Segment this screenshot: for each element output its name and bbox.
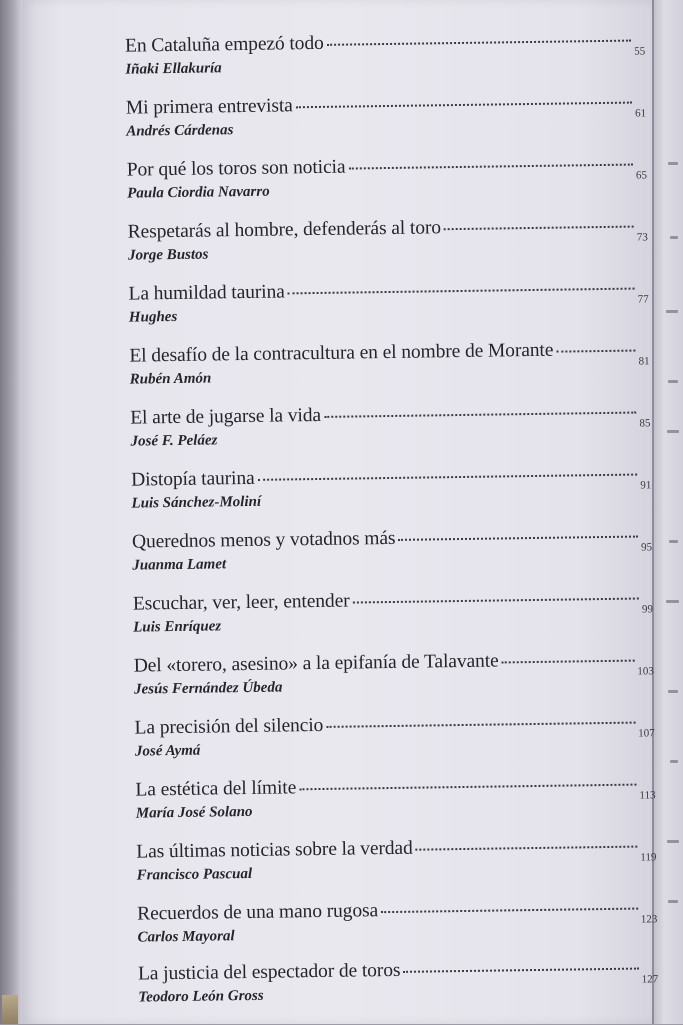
toc-page-number: 95 [641,541,653,554]
dot-leader [348,164,632,170]
toc-entry [126,90,647,153]
toc-entry [134,648,655,711]
toc-page-number: 55 [634,45,646,58]
toc-title-row [129,338,649,367]
toc-page-number: 61 [634,107,647,120]
toc-entry-author: Andrés Cárdenas [126,122,234,140]
toc-entry-title: La justicia del espectador de toros [137,959,401,985]
toc-title-row [138,956,658,985]
toc-entry [128,276,649,339]
toc-page-number: 99 [641,603,654,616]
toc-entry [133,586,654,649]
toc-page-number: 113 [639,789,656,802]
toc-entry-author: Juanma Lamet [132,556,227,574]
toc-entry-author: José F. Peláez [130,432,218,450]
toc-title-row [130,400,650,429]
toc-title-row [132,524,652,553]
toc-page-number: 119 [640,851,657,864]
toc-entry-title: El arte de jugarse la vida [130,404,322,429]
toc-entry-title: Del «torero, asesino» a la epifanía de Talavante [133,650,499,677]
dot-leader [258,474,637,481]
toc-entry-title: Querednos menos y votadnos más [131,527,396,553]
toc-entry-title: Escuchar, ver, leer, entender [132,590,350,615]
toc-page-number: 77 [637,293,649,306]
toc-title-row [131,462,651,491]
toc-title-row [135,772,655,801]
toc-entry-title: La estética del límite [135,777,297,801]
toc-entry-author: Jesús Fernández Úbeda [133,679,283,698]
dot-leader [381,908,638,914]
toc-entry-title: Por qué los toros son noticia [126,156,346,181]
toc-entry-author: Luis Sánchez-Moliní [131,493,262,512]
toc-entry-author: Iñaki Ellakuría [125,60,222,78]
toc-entry [130,400,651,463]
toc-entry [129,338,650,401]
toc-title-row [133,586,653,615]
toc-entry [136,834,657,897]
toc-title-row [134,648,654,677]
toc-page-number: 127 [641,973,659,986]
toc-entry-author: Carlos Mayoral [137,928,235,946]
toc-entry [134,710,655,773]
dot-leader [326,722,635,728]
toc-entry-title: En Cataluña empezó todo [124,32,324,57]
toc-entry [128,214,649,277]
toc-entry [135,772,656,835]
toc-entry-title: El desafío de la contracultura en el nombre de Morante [129,339,554,367]
toc-entry [137,896,658,959]
toc-entry [127,152,648,215]
dot-leader [353,598,639,604]
toc-title-row [127,152,647,181]
toc-page-number: 65 [635,169,648,182]
toc-entry-title: Recuerdos de una mano rugosa [137,900,379,925]
dot-leader [299,784,636,791]
toc-title-row [134,710,654,739]
toc-entry-author: José Aymá [134,742,201,760]
toc-entry [132,524,653,587]
dot-leader [502,660,635,664]
toc-title-row [136,834,656,863]
toc-entry-title: Distopía taurina [131,467,255,491]
toc-page-number: 85 [639,417,651,430]
toc-page-number: 81 [638,355,650,368]
toc-page-number: 107 [638,727,655,740]
toc-page-number: 91 [640,479,652,492]
toc-entry [125,28,646,91]
toc-entry [138,956,659,1019]
dot-leader [324,412,636,418]
toc-entry-author: Rubén Amón [129,370,212,388]
toc-entry-author: Luis Enríquez [133,618,222,636]
dot-leader [288,288,635,295]
toc-entry-author: María José Solano [135,803,253,822]
toc-title-row [126,90,646,119]
toc-entry-author: Paula Ciordia Navarro [127,183,270,202]
dot-leader [403,968,638,973]
dot-leader [398,536,638,541]
toc-page-number: 103 [637,665,654,678]
toc-title-row [128,214,648,243]
toc-entry-title: Respetarás al hombre, defenderás al toro [127,217,442,243]
toc-title-row [137,896,657,925]
toc-title-row [125,28,645,57]
toc-entry-title: Mi primera entrevista [125,95,293,119]
dot-leader [296,102,632,109]
toc-entry [131,462,652,525]
toc-entry-author: Teodoro León Gross [138,987,264,1006]
dot-leader [444,226,634,231]
toc-entry-author: Francisco Pascual [136,865,253,884]
dot-leader [556,350,635,353]
toc-entry-title: Las últimas noticias sobre la verdad [136,837,413,863]
toc-page-number: 73 [636,231,648,244]
toc-entry-title: La humildad taurina [128,281,285,305]
toc-entry-title: La precisión del silencio [134,714,324,739]
toc-page-number: 123 [640,913,658,926]
toc-entry-author: Jorge Bustos [127,246,209,264]
dot-leader [416,846,638,851]
toc-title-row [128,276,648,305]
dot-leader [327,40,631,46]
toc-entry-author: Hughes [128,308,178,326]
